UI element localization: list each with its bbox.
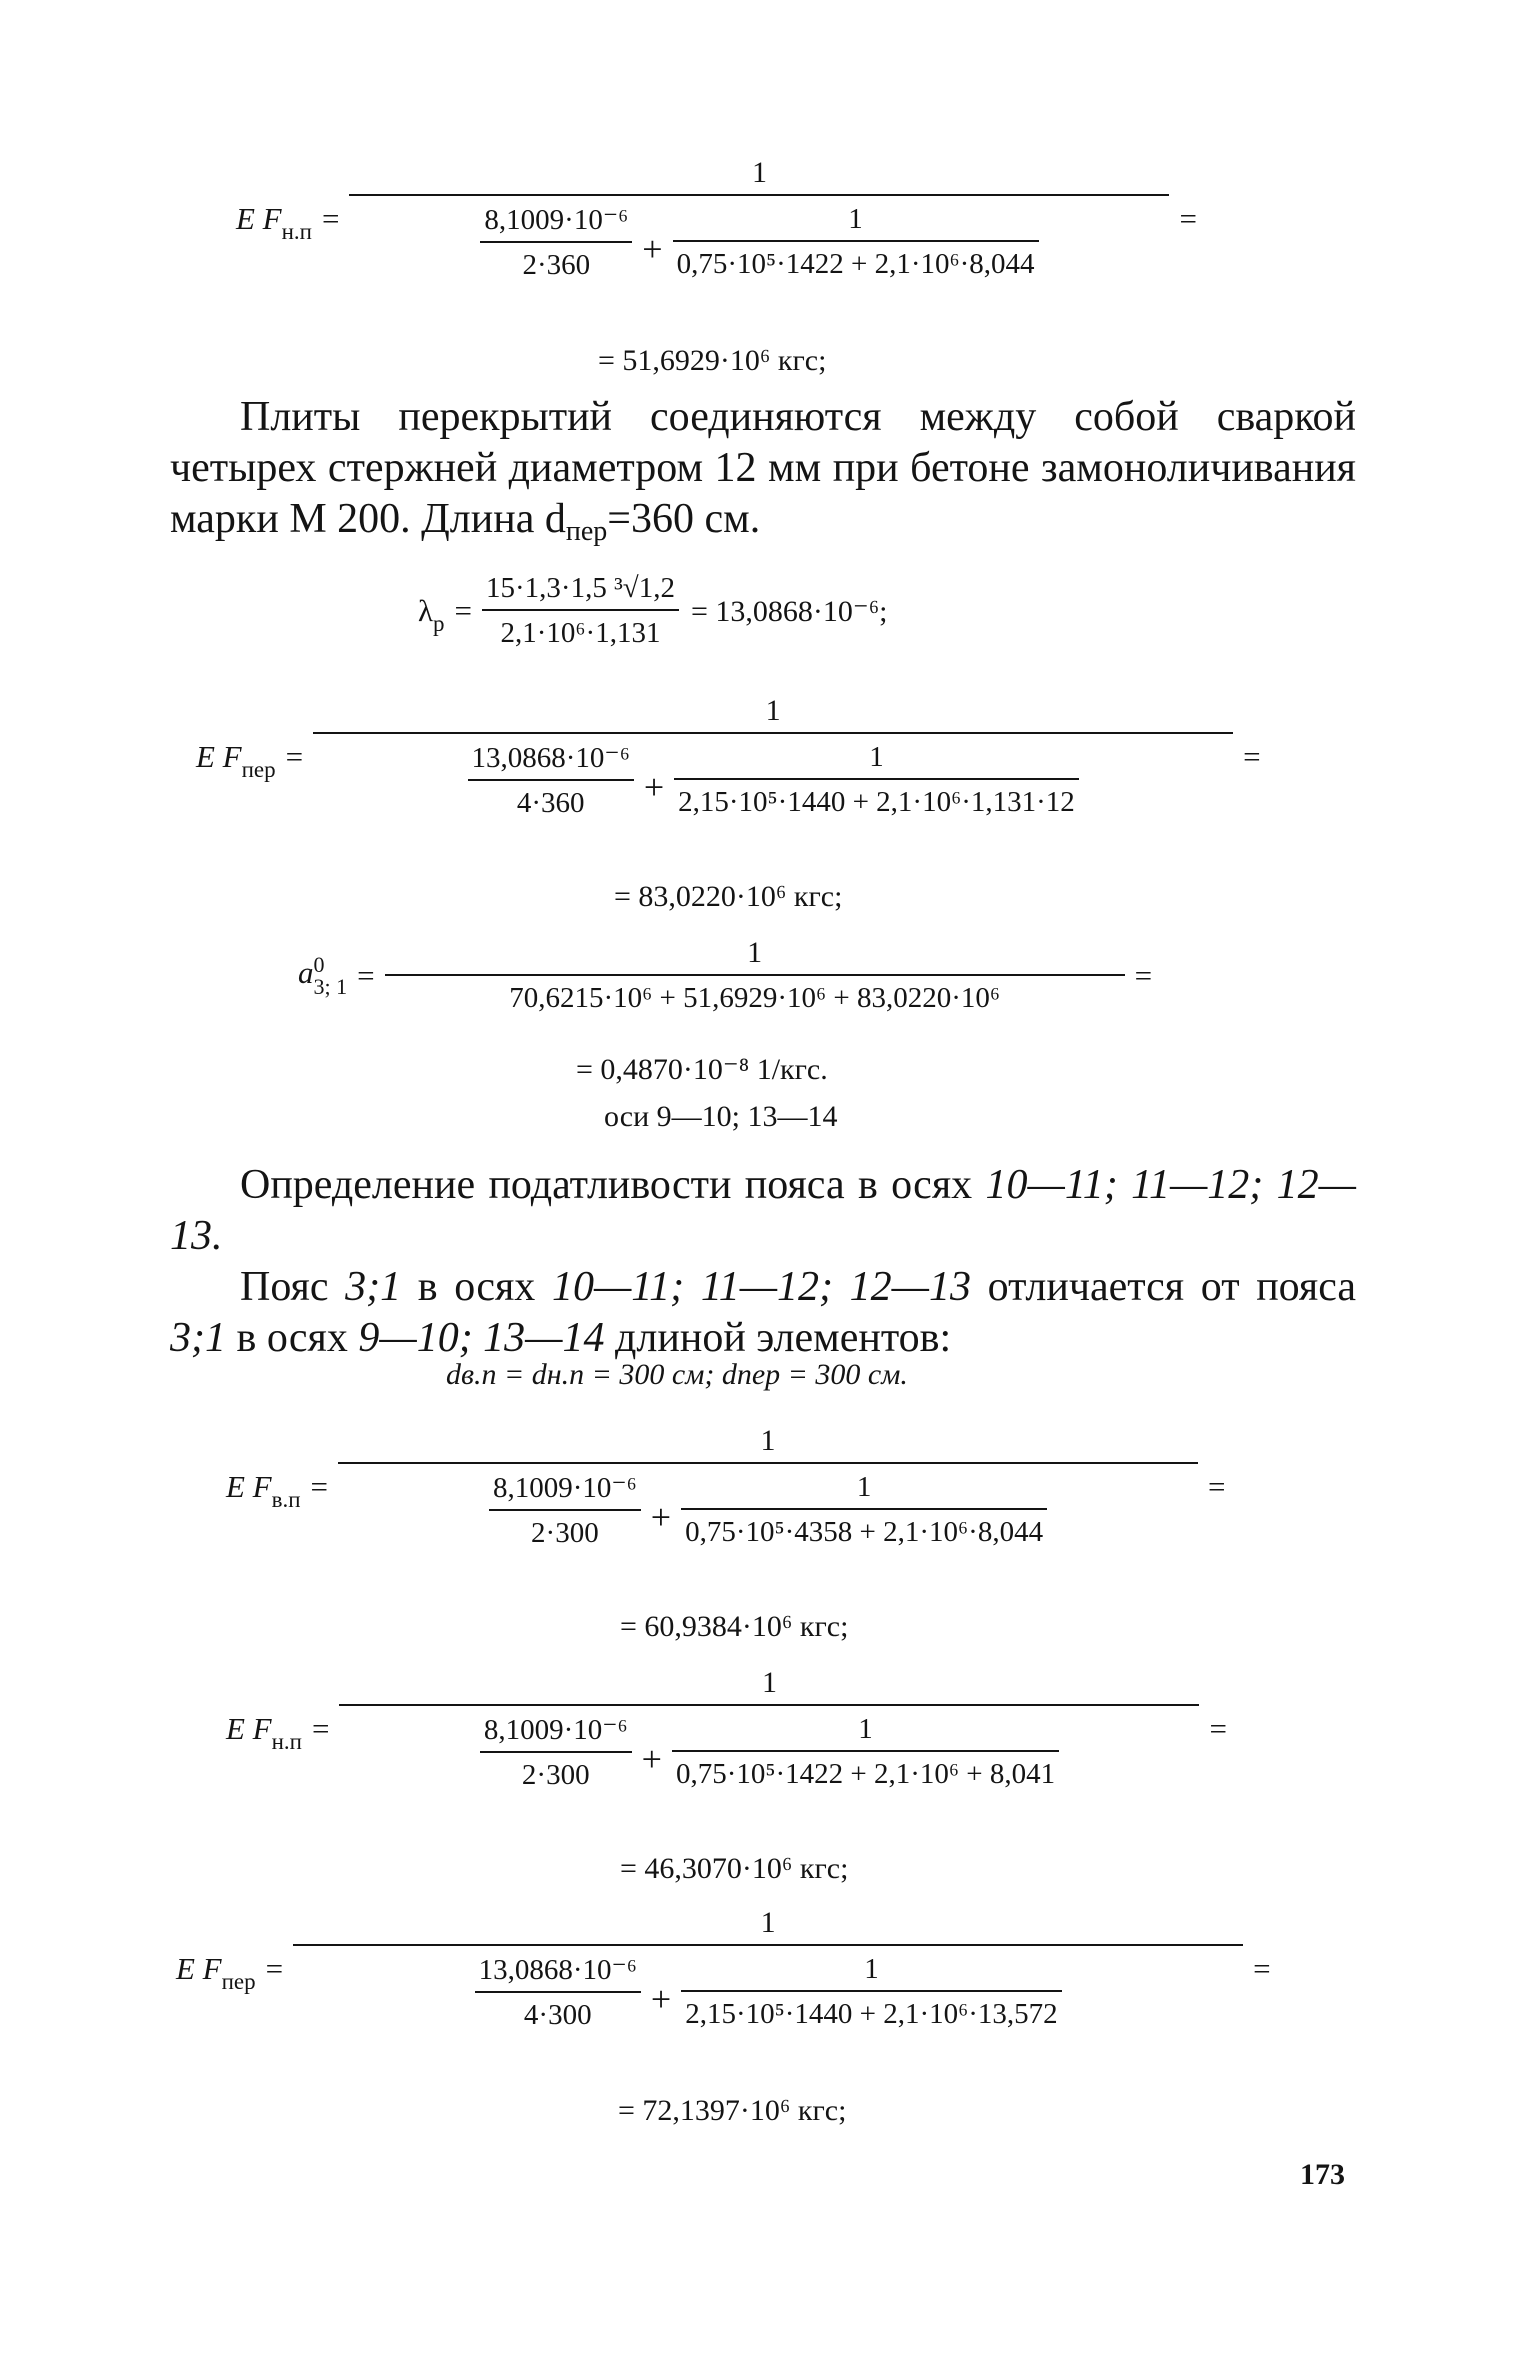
result-ef-per-1: = 83,0220·10⁶ кгс;: [614, 880, 843, 913]
formula-lambda: $\lambda_р$ = $\frac{\text{15·1,3·1,5 ³√1,2}}{\text{2,1·10⁶·1,131}}$ = 13,0868·10⁻⁶;: [418, 572, 888, 649]
formula-ef-np-2: E $F_{н.п}$ = 1 $\frac{\text{8,1009·10⁻⁶}}{2\cdot 300}$ + $\frac{1}{\text{0,75·10⁵·1422 + 2,1·10⁶ + 8,041}}$ =: [226, 1666, 1227, 1791]
formula-ef-np-1: E $F_{н.п}$ = 1 $\frac{\text{8,1009·10⁻⁶}}{2\cdot 360}$ + $\frac{1}{\text{0,75·10⁵·1422 + 2,1·10⁶·8,044}}$ =: [236, 156, 1197, 281]
formula-lhs: E $F_{н.п}$: [236, 201, 312, 244]
formula-ef-per-2: E $F_{пер}$ = 1 $\frac{\text{13,0868·10⁻⁶}}{4\cdot 300}$ + $\frac{1}{\text{2,15·10⁵·1440 + 2,1·10⁶·13,572}}$ =: [176, 1906, 1271, 2031]
result-ef-vp: = 60,9384·10⁶ кгс;: [620, 1610, 849, 1643]
main-fraction: 1 $\frac{\text{8,1009·10⁻⁶}}{2\cdot 360}$ + $\frac{1}{\text{0,75·10⁵·1422 + 2,1·10⁶·8,044}}$: [349, 156, 1169, 282]
result-ef-np-1: = 51,6929·10⁶ кгс;: [598, 344, 827, 377]
formula-ef-vp: E $F_{в.п}$ = 1 $\frac{\text{8,1009·10⁻⁶}}{2\cdot 300}$ + $\frac{1}{\text{0,75·10⁵·4358 + 2,1·10⁶·8,044}}$ =: [226, 1424, 1226, 1549]
lengths-line: dв.п = dн.п = 300 см; dпер = 300 см.: [446, 1358, 908, 1391]
paragraph-welding: Плиты перекрытий соединяются между собой сваркой четырех стержней диаметром 12 мм при бетоне замоноличивания марки М 200. Длина dпер=360 см.: [170, 394, 1356, 547]
lambda-fraction: $\frac{\text{15·1,3·1,5 ³√1,2}}{\text{2,1·10⁶·1,131}}$: [482, 572, 679, 650]
axes-label: оси 9—10; 13—14: [604, 1100, 838, 1133]
formula-a0: a 0 3; 1 = $\frac{1}{\text{70,6215·10⁶ + 51,6929·10⁶ + 83,0220·10⁶}}$ =: [298, 936, 1153, 1014]
fraction-a: $\frac{\text{8,1009·10⁻⁶}}{2\cdot 360}$: [480, 202, 632, 282]
formula-ef-per-1: E $F_{пер}$ = 1 $\frac{\text{13,0868·10⁻⁶}}{4\cdot 360}$ + $\frac{1}{\text{2,15·10⁵·1440 + 2,1·10⁶·1,131·12}}$ =: [196, 694, 1261, 819]
fraction-b: $\frac{1}{\text{0,75·10⁵·1422 + 2,1·10⁶·8,044}}$: [673, 203, 1039, 281]
paragraph-definition: Определение податливости пояса в осях 10—11; 11—12; 12—13.: [170, 1162, 1356, 1259]
result-ef-np-2: = 46,3070·10⁶ кгс;: [620, 1852, 849, 1885]
paragraph-belt: Пояс 3;1 в осях 10—11; 11—12; 12—13 отличается от пояса 3;1 в осях 9—10; 13—14 длиной элементов:: [170, 1264, 1357, 1361]
page-number: 173: [1300, 2158, 1345, 2191]
result-a0: = 0,4870·10⁻⁸ 1/кгс.: [576, 1053, 828, 1086]
result-ef-per-2: = 72,1397·10⁶ кгс;: [618, 2094, 847, 2127]
